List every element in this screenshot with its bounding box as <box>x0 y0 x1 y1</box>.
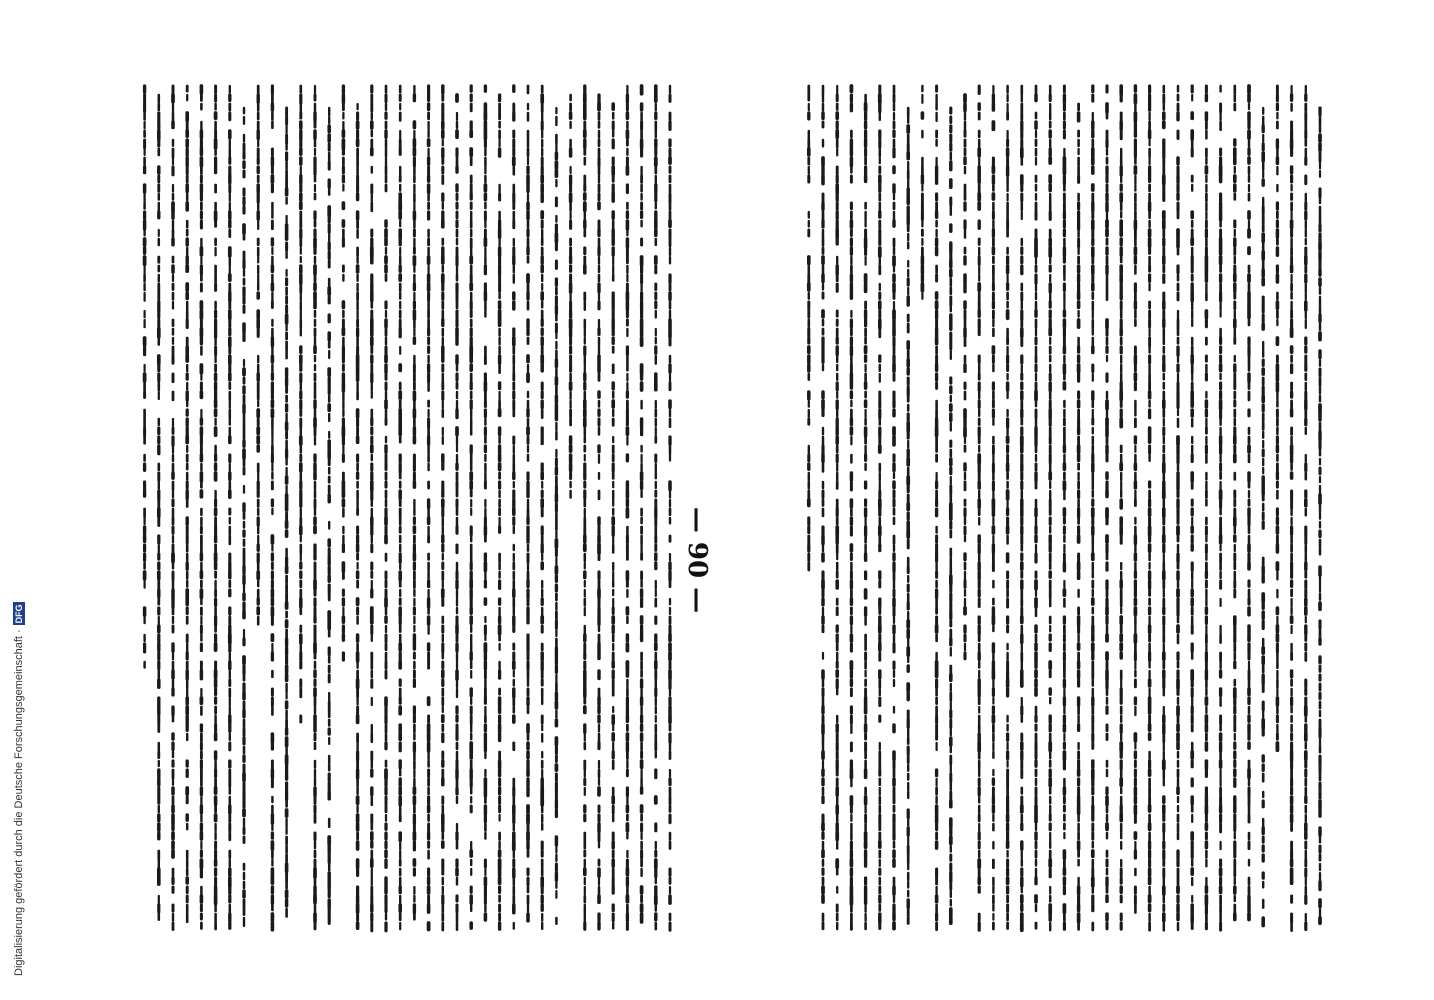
dfg-logo: DFG <box>14 604 24 624</box>
text-column-right <box>770 80 1330 940</box>
credit-text: Digitalisierung gefördert durch die Deutsche Forschungsgemeinschaft · <box>13 629 25 976</box>
text-column-left <box>120 80 680 940</box>
digitization-credit <box>0 0 26 1000</box>
page-number: — 90 — <box>682 506 713 614</box>
text-lines-left <box>120 80 680 940</box>
document-page <box>120 80 1320 940</box>
text-lines-right <box>770 80 1330 940</box>
